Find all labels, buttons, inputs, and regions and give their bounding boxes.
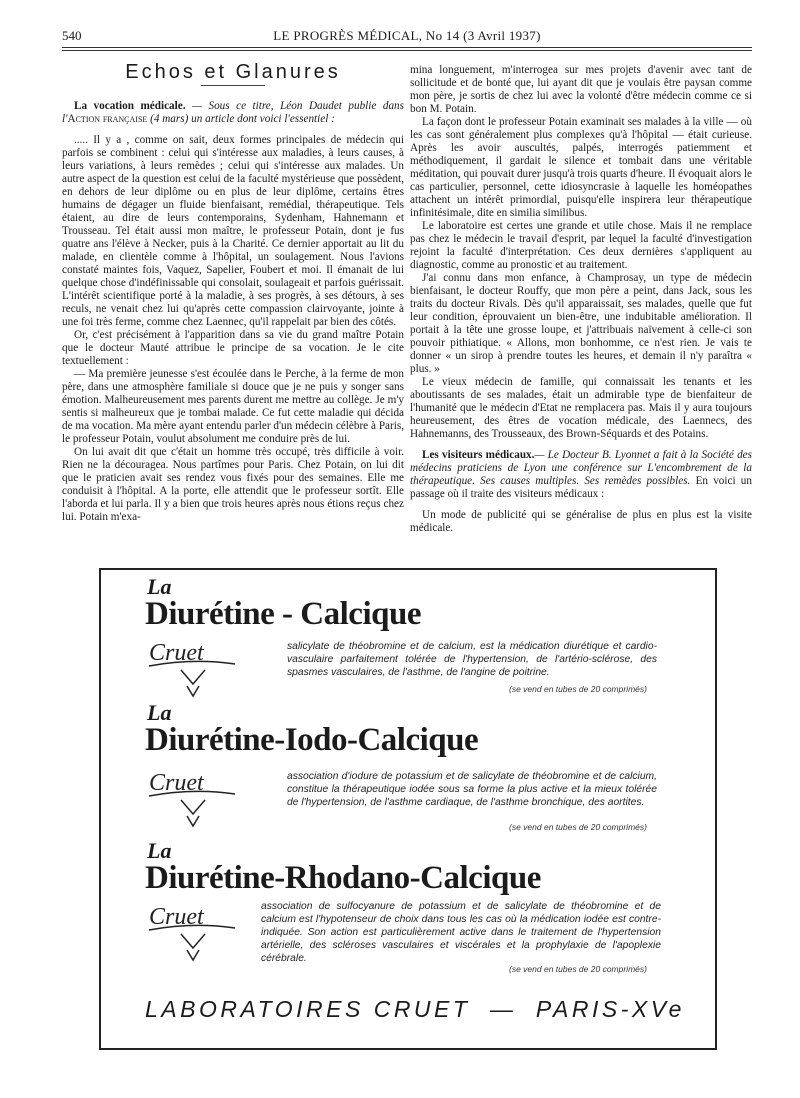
article-1-lead: La vocation médicale. [74, 100, 186, 112]
cruet-signature-logo [147, 766, 239, 830]
la-label: La [147, 574, 172, 599]
paragraph: La façon dont le professeur Potain examinait ses malades à la ville — où les cas sont généralement plus complexes qu'à l'hôpital — était curieuse. Après les avoir auscultés, palpés, interrogés patiemment et méthodiquement, il gardait le silence et tombait dans une véritable méditation, qui pouvait durer jusqu'à trois quarts d'heure. Il évoquait alors le cas particulier, personnel, cette idiosyncrasie à laquelle les homéopathes attachent un intérêt primordial, puisqu'elle inspirera leur thérapeutique infinitésimale, dite en similia similibus. [410, 116, 752, 219]
la-label: La [147, 700, 172, 725]
article-2-intro: — Le Docteur B. Lyonnet a fait à la Société des médecins praticiens de Lyon une conférence sur L'encombrement de la thérapeutique. Ses causes multiples. Ses remèdes possibles. [410, 449, 753, 487]
product-note: (se vend en tubes de 20 comprimés) [509, 684, 647, 694]
article-1-source: Action française [67, 113, 148, 125]
paragraph: mina longuement, m'interrogea sur mes projets d'avenir avec tant de sollicitude et de bonté que, lui ayant dit que je voulais être paysan comme mon père, je sortis de chez lui avec la volonté d'être médecin comme ce si bon M. Potain. [410, 64, 752, 115]
header-rule-2 [62, 50, 752, 51]
paragraph: — Ma première jeunesse s'est écoulée dans le Perche, à la ferme de mon père, dans une atmosphère familiale si douce que je ne puis y songer sans émotion. Malheureusement mes parents durent me mettre au collège. Je m'y sentis si malheureux que je tombai malade. Ce fut cette maladie qui décida de ma vocation. Ma mère ayant entendu parler d'un médecin célèbre à Paris, le professeur Potain, voulut absolument me conduire près de lui. [62, 368, 404, 445]
running-title: LE PROGRÈS MÉDICAL, No 14 (3 Avril 1937) [273, 28, 541, 43]
spacer [410, 501, 752, 509]
advert-footer [145, 996, 685, 1023]
paragraph: Un mode de publicité qui se généralise de plus en plus est la visite médicale. [410, 509, 752, 534]
product-note: (se vend en tubes de 20 comprimés) [509, 964, 647, 974]
cruet-signature-logo [147, 636, 239, 700]
svg-text:Cruet: Cruet [149, 904, 204, 930]
product-name: Diurétine-Rhodano-Calcique [145, 860, 541, 896]
title-rule [201, 85, 265, 86]
page-number: 540 [62, 28, 82, 43]
left-column [62, 61, 404, 524]
article-2-lead: Les visiteurs médicaux. [422, 449, 535, 461]
advertisement [99, 568, 717, 1050]
article-2-intro [410, 449, 752, 501]
paragraph: Le laboratoire est certes une grande et utile chose. Mais il ne remplace pas chez le médecin le travail d'esprit, par lequel la faculté d'investigation rejoint la faculté d'interprétation. Ces deux dernières s'appliquent au diagnostic, comme au pronostic et au traitement. [410, 220, 752, 271]
laboratory-city: PARIS-XVe [535, 996, 685, 1022]
paragraph: Or, c'est précisément à l'apparition dans sa vie du grand maître Potain que le docteur Mauté attribue le principe de sa vocation. Je le cite textuellement : [62, 329, 404, 367]
paragraph: On lui avait dit que c'était un homme très occupé, très difficile à voir. Rien ne la découragea. Nous partîmes pour Paris. Chez Potain, on lui dit que le praticien avait ses rendez vous fixés pour des semaines. Elle me conduisit à l'hôpital. A la porte, elle attendit que le professeur sortît. Elle l'aborda et lui parla. Il y a bien que trois heures après nous étions reçus chez lui. Potain m'exa- [62, 446, 404, 523]
laboratory-name: LABORATOIRES CRUET [145, 996, 471, 1022]
product-name: Diurétine - Calcique [145, 596, 421, 632]
running-header [62, 28, 752, 46]
article-2-cont: En voici un passage où il traite des visiteurs médicaux : [410, 475, 752, 500]
product-description: association d'iodure de potassium et de salicylate de théobromine et de calcium, constitue la thérapeutique iodée sous sa forme la plus active et la mieux tolérée de l'hypertension, de l'asthme cardiaque, de l'asthme bronchique, des aortites. [287, 771, 657, 808]
article-1-intro [62, 100, 404, 126]
svg-text:Cruet: Cruet [149, 640, 204, 666]
right-column [410, 64, 752, 535]
spacer [410, 441, 752, 449]
product-name: Diurétine-Iodo-Calcique [145, 722, 479, 758]
product-note: (se vend en tubes de 20 comprimés) [509, 822, 647, 832]
header-rule [62, 47, 752, 48]
svg-text:Cruet: Cruet [149, 770, 204, 796]
la-label: La [147, 838, 172, 863]
product-description: association de sulfocyanure de potassium et de salicylate de théobromine et de calcium est l'hypotenseur de choix dans tous les cas où la médication iodée est contre-indiquée. Son action est particulièrement active dans le traitement de l'hypertension artérielle, des scléroses vasculaires et viscérales et la prophylaxie de l'apoplexie cérébrale. [261, 901, 661, 964]
section-title: Echos et Glanures [125, 61, 341, 83]
paragraph: J'ai connu dans mon enfance, à Champrosay, un type de médecin bienfaisant, le docteur Rouffy, que mon père a peint, dans Jack, sous les traits du docteur Rivals. Dès qu'il apparaissait, ses malades, quelle que fut leur condition, éprouvaient un bien-être, une indubitable amélioration. Il portait à la tête une grosse loupe, et j'attribuais naïvement à celle-ci son pouvoir pithiatique. « Allons, mon bonhomme, ce n'est rien. Je vais te donner « un sirop à prendre toutes les heures, et demain il n'y paraîtra « plus. » [410, 272, 752, 375]
article-1-intro-a: — Sous ce titre, Léon Daudet publie dans l' [62, 100, 404, 125]
paragraph: Le vieux médecin de famille, qui connaissait les tenants et les aboutissants de ses malades, était un admirable type de bienfaiteur de l'humanité que le médecin d'Etat ne remplacera pas. Mais il y aura toujours heureusement, des êtres de vocation médicale, des Laennecs, des Hahnemanns, des Trousseaux, des Brown-Séquards et des Potains. [410, 376, 752, 440]
spacer [62, 126, 404, 134]
product-description: salicylate de théobromine et de calcium, est la médication diurétique et cardio-vasculaire parfaitement tolérée de l'hypertension, de l'artério-sclérose, des spasmes vasculaires, de l'asthme, de l'angine de poitrine. [287, 641, 657, 678]
footer-dash: — [489, 996, 517, 1022]
article-1-intro-b: (4 mars) un article dont voici l'essentiel : [147, 113, 335, 125]
cruet-signature-logo [147, 900, 239, 964]
paragraph: ..... Il y a , comme on sait, deux formes principales de médecin qui parfois se combinent : celui qui s'intéresse aux maladies, à leurs causes, à leurs variations, à leurs remèdes ; celui qui s'intéresse aux malades. Un autre aspect de la question est celui de la faculté mystérieuse que possèdent, en dehors de leur diplôme ou en plus de leur diplôme, certains êtres humains de dégager un fluide bienfaisant, remédial, thérapeutique. Tels étaient, au dire de leurs contemporains, Sydenham, Hahnemann et Trousseau. Tel était aussi mon maître, le professeur Potain, dont je fus quatre ans l'élève à Necker, puis à la Charité. Ce dernier apportait au lit du malade, en clientèle comme à l'hôpital, un soulagement. Nous l'avions constaté maintes fois, Vaquez, Sapelier, Foubert et moi. Il émanait de lui quelque chose d'indéfinissable qui consolait, soulageait et parfois guérissait. L'intérêt scientifique porté à la maladie, à ses progrès, à ses détours, à ses reculs, ne venait chez lui qu'après cette compassion clairvoyante, jointe à une foi très ferme, comme chez Laennec, qu'il rappelait par bien des côtés. [62, 134, 404, 328]
